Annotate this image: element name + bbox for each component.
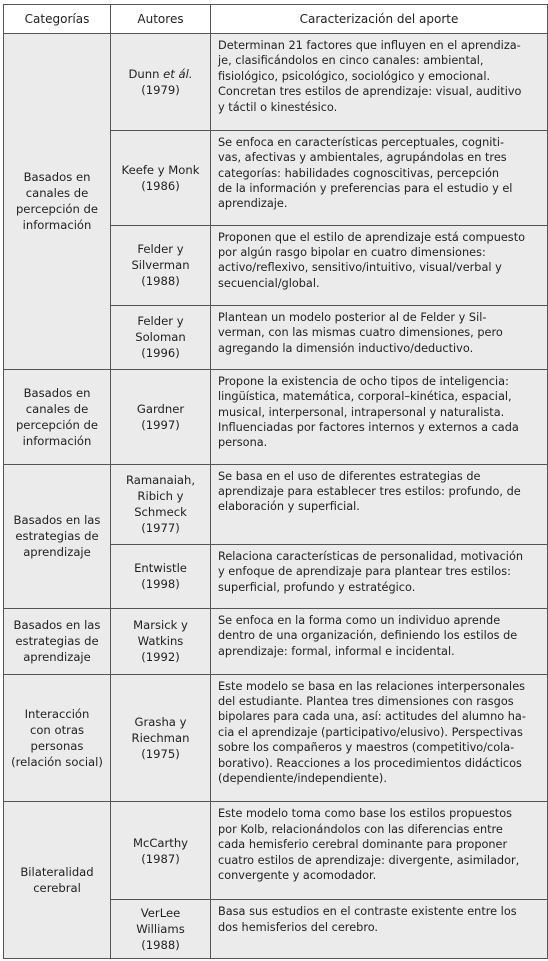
header-caracterizacion: Caracterización del aporte	[211, 5, 548, 34]
description-cell	[211, 369, 548, 464]
description-line: aprendizaje: formal, informal e incidental.	[218, 644, 455, 658]
description-cell	[211, 464, 548, 544]
author-cell	[111, 369, 211, 464]
category-line: Bilateralidad	[20, 865, 94, 880]
description-line: aprendizaje.	[218, 197, 288, 211]
author-year: (1986)	[141, 178, 180, 193]
header-autores: Autores	[111, 5, 211, 34]
category-line: percepción de	[15, 417, 99, 432]
author-et-al: et ál.	[163, 66, 193, 81]
description-line: activo/reflexivo, sensitivo/intuitivo, visual/verbal y	[218, 261, 502, 275]
description-line: y táctil o kinestésico.	[218, 100, 338, 114]
category-line: cerebral	[33, 881, 81, 896]
author-year: (1979)	[141, 82, 180, 97]
description-line: Proponen que el estilo de aprendizaje está compuesto	[218, 230, 526, 244]
author-year: (1996)	[141, 346, 180, 361]
description-cell	[211, 544, 548, 608]
description-line: Relaciona características de personalidad, motivación	[218, 549, 524, 563]
author-name: Dunn et ál.	[128, 66, 193, 81]
author-name: Gardner	[136, 401, 185, 416]
description-line: Concretan tres estilos de aprendizaje: visual, auditivo	[218, 85, 522, 99]
description-line: Influenciadas por factores internos y externos a cada	[218, 421, 519, 434]
author-name: Marsick y	[133, 618, 188, 633]
author-year: (1997)	[141, 417, 180, 432]
author-name: VerLee	[140, 906, 181, 921]
category-line: con otras	[29, 723, 85, 738]
description-line: persona.	[218, 436, 268, 450]
author-name: Riechman	[131, 731, 190, 746]
description-line: Basa sus estudios en el contraste existente entre los	[218, 905, 517, 919]
category-line: canales de	[25, 401, 89, 416]
author-cell	[111, 544, 211, 608]
category-line: estrategias de	[15, 529, 99, 544]
description-cell	[211, 34, 548, 131]
author-cell	[111, 464, 211, 544]
author-cell	[111, 802, 211, 900]
table-header-row	[4, 5, 548, 34]
description-line: cuatro estilos de aprendizaje: divergente, asimilador,	[218, 853, 520, 867]
table-row	[4, 34, 548, 131]
description-line: musical, interpersonal, intrapersonal y naturalista.	[218, 405, 505, 419]
category-line: personas	[30, 739, 84, 754]
category-cell	[4, 464, 111, 608]
author-year: (1988)	[141, 274, 180, 289]
header-categorias: Categorías	[4, 5, 111, 34]
author-cell	[111, 130, 211, 225]
description-cell	[211, 305, 548, 369]
description-cell	[211, 802, 548, 900]
table-row	[4, 608, 548, 674]
category-line: aprendizaje	[23, 650, 91, 665]
description-cell	[211, 900, 548, 959]
author-name: McCarthy	[132, 835, 189, 850]
table-row	[4, 369, 548, 464]
description-cell	[211, 225, 548, 305]
author-name: Soloman	[135, 330, 186, 345]
author-name: Entwistle	[134, 561, 187, 576]
description-line: por Kolb, relacionándolos con las diferencias entre	[218, 822, 503, 836]
author-cell	[111, 34, 211, 131]
description-line: borativo). Reacciones a los procedimientos didácticos	[218, 756, 522, 770]
author-name: Williams	[136, 922, 185, 937]
table-body	[4, 34, 548, 959]
table-row	[4, 802, 548, 900]
author-name: Keefe y Monk	[121, 162, 200, 177]
category-cell	[4, 608, 111, 674]
author-name: Ribich y	[137, 489, 184, 504]
description-line: cia el aprendizaje (participativo/elusivo). Perspectivas	[218, 725, 523, 739]
description-line: elaboración y superficial.	[218, 500, 360, 514]
category-line: Basados en	[23, 170, 91, 185]
category-cell	[4, 369, 111, 464]
description-line: del estudiante. Plantea tres dimensiones con rasgos	[218, 695, 514, 709]
category-line: percepción de	[15, 202, 99, 217]
description-line: je, clasificándolos en cinco canales: ambiental,	[218, 54, 484, 68]
author-cell	[111, 900, 211, 959]
description-line: cada hemisferio cerebral dominante para proponer	[218, 838, 508, 852]
author-cell	[111, 608, 211, 674]
description-line: y enfoque de aprendizaje para plantear tres estilos:	[218, 565, 511, 579]
description-line: Este modelo toma como base los estilos propuestos	[218, 807, 513, 821]
author-year: (1988)	[141, 938, 180, 953]
author-name: Grasha y	[134, 715, 187, 730]
category-cell	[4, 802, 111, 959]
description-line: categorías: habilidades cognoscitivas, percepción	[218, 166, 500, 180]
category-line: Interacción	[24, 707, 90, 722]
description-line: dentro de una organización, definiendo los estilos de	[218, 629, 518, 643]
description-line: Plantean un modelo posterior al de Felder y Sil-	[218, 310, 487, 324]
description-line: Se enfoca en características perceptuales, cogniti-	[218, 135, 505, 149]
category-line: Basados en las	[13, 513, 101, 528]
description-line: secuencial/global.	[218, 276, 320, 290]
author-year: (1998)	[141, 577, 180, 592]
author-name: Felder y	[137, 242, 184, 257]
description-line: superficial, profundo y estratégico.	[218, 580, 416, 594]
description-line: por algún rasgo bipolar en cuatro dimensiones:	[218, 245, 486, 259]
author-name: Watkins	[137, 634, 184, 649]
page	[3, 4, 547, 959]
description-line: dos hemisferios del cerebro.	[218, 920, 379, 934]
category-cell	[4, 674, 111, 802]
author-year: (1992)	[141, 650, 180, 665]
description-line: Determinan 21 factores que influyen en el aprendiza-	[218, 39, 521, 52]
description-line: Propone la existencia de ocho tipos de inteligencia:	[218, 374, 509, 388]
description-line: lingüística, matemática, corporal–kinética, espacial,	[218, 390, 512, 404]
category-cell	[4, 34, 111, 370]
table-row	[4, 464, 548, 544]
description-line: aprendizaje para establecer tres estilos: profundo, de	[218, 484, 521, 498]
description-line: (dependiente/independiente).	[218, 772, 387, 786]
author-year: (1977)	[141, 521, 180, 536]
description-cell	[211, 608, 548, 674]
author-name: Silverman	[131, 258, 190, 273]
author-cell	[111, 305, 211, 369]
description-cell	[211, 674, 548, 802]
author-name: Ramanaiah,	[125, 473, 196, 488]
author-cell	[111, 674, 211, 802]
category-line: (relación social)	[11, 755, 103, 770]
description-line: de la información y preferencias para el estudio y el	[218, 182, 513, 196]
author-year: (1987)	[141, 851, 180, 866]
category-line: aprendizaje	[23, 545, 91, 560]
description-line: Se basa en el uso de diferentes estrategias de	[218, 469, 481, 483]
table-row	[4, 674, 548, 802]
description-cell	[211, 130, 548, 225]
description-line: Se enfoca en la forma como un individuo aprende	[218, 613, 501, 627]
description-line: sobre los compañeros y maestros (competitivo/cola-	[218, 741, 515, 755]
description-line: vas, afectivas y ambientales, agrupándolas en tres	[218, 151, 507, 165]
learning-styles-table	[3, 4, 548, 959]
author-year: (1975)	[141, 747, 180, 762]
category-line: Basados en	[23, 385, 91, 400]
author-name: Felder y	[137, 314, 184, 329]
author-name: Schmeck	[134, 505, 187, 520]
description-line: Este modelo se basa en las relaciones interpersonales	[218, 679, 526, 693]
description-line: convergente y acomodador.	[218, 869, 377, 883]
category-line: información	[22, 218, 92, 233]
category-line: información	[22, 433, 92, 448]
category-line: estrategias de	[15, 634, 99, 649]
category-line: canales de	[25, 186, 89, 201]
description-line: agregando la dimensión inductivo/deductivo.	[218, 341, 474, 355]
description-line: bipolares para cada una, así: actitudes del alumno ha-	[218, 710, 526, 724]
description-line: verman, con las mismas cuatro dimensiones, pero	[218, 326, 503, 340]
description-line: fisiológico, psicológico, sociológico y emocional.	[218, 69, 491, 83]
category-line: Basados en las	[13, 618, 101, 633]
author-cell	[111, 225, 211, 305]
